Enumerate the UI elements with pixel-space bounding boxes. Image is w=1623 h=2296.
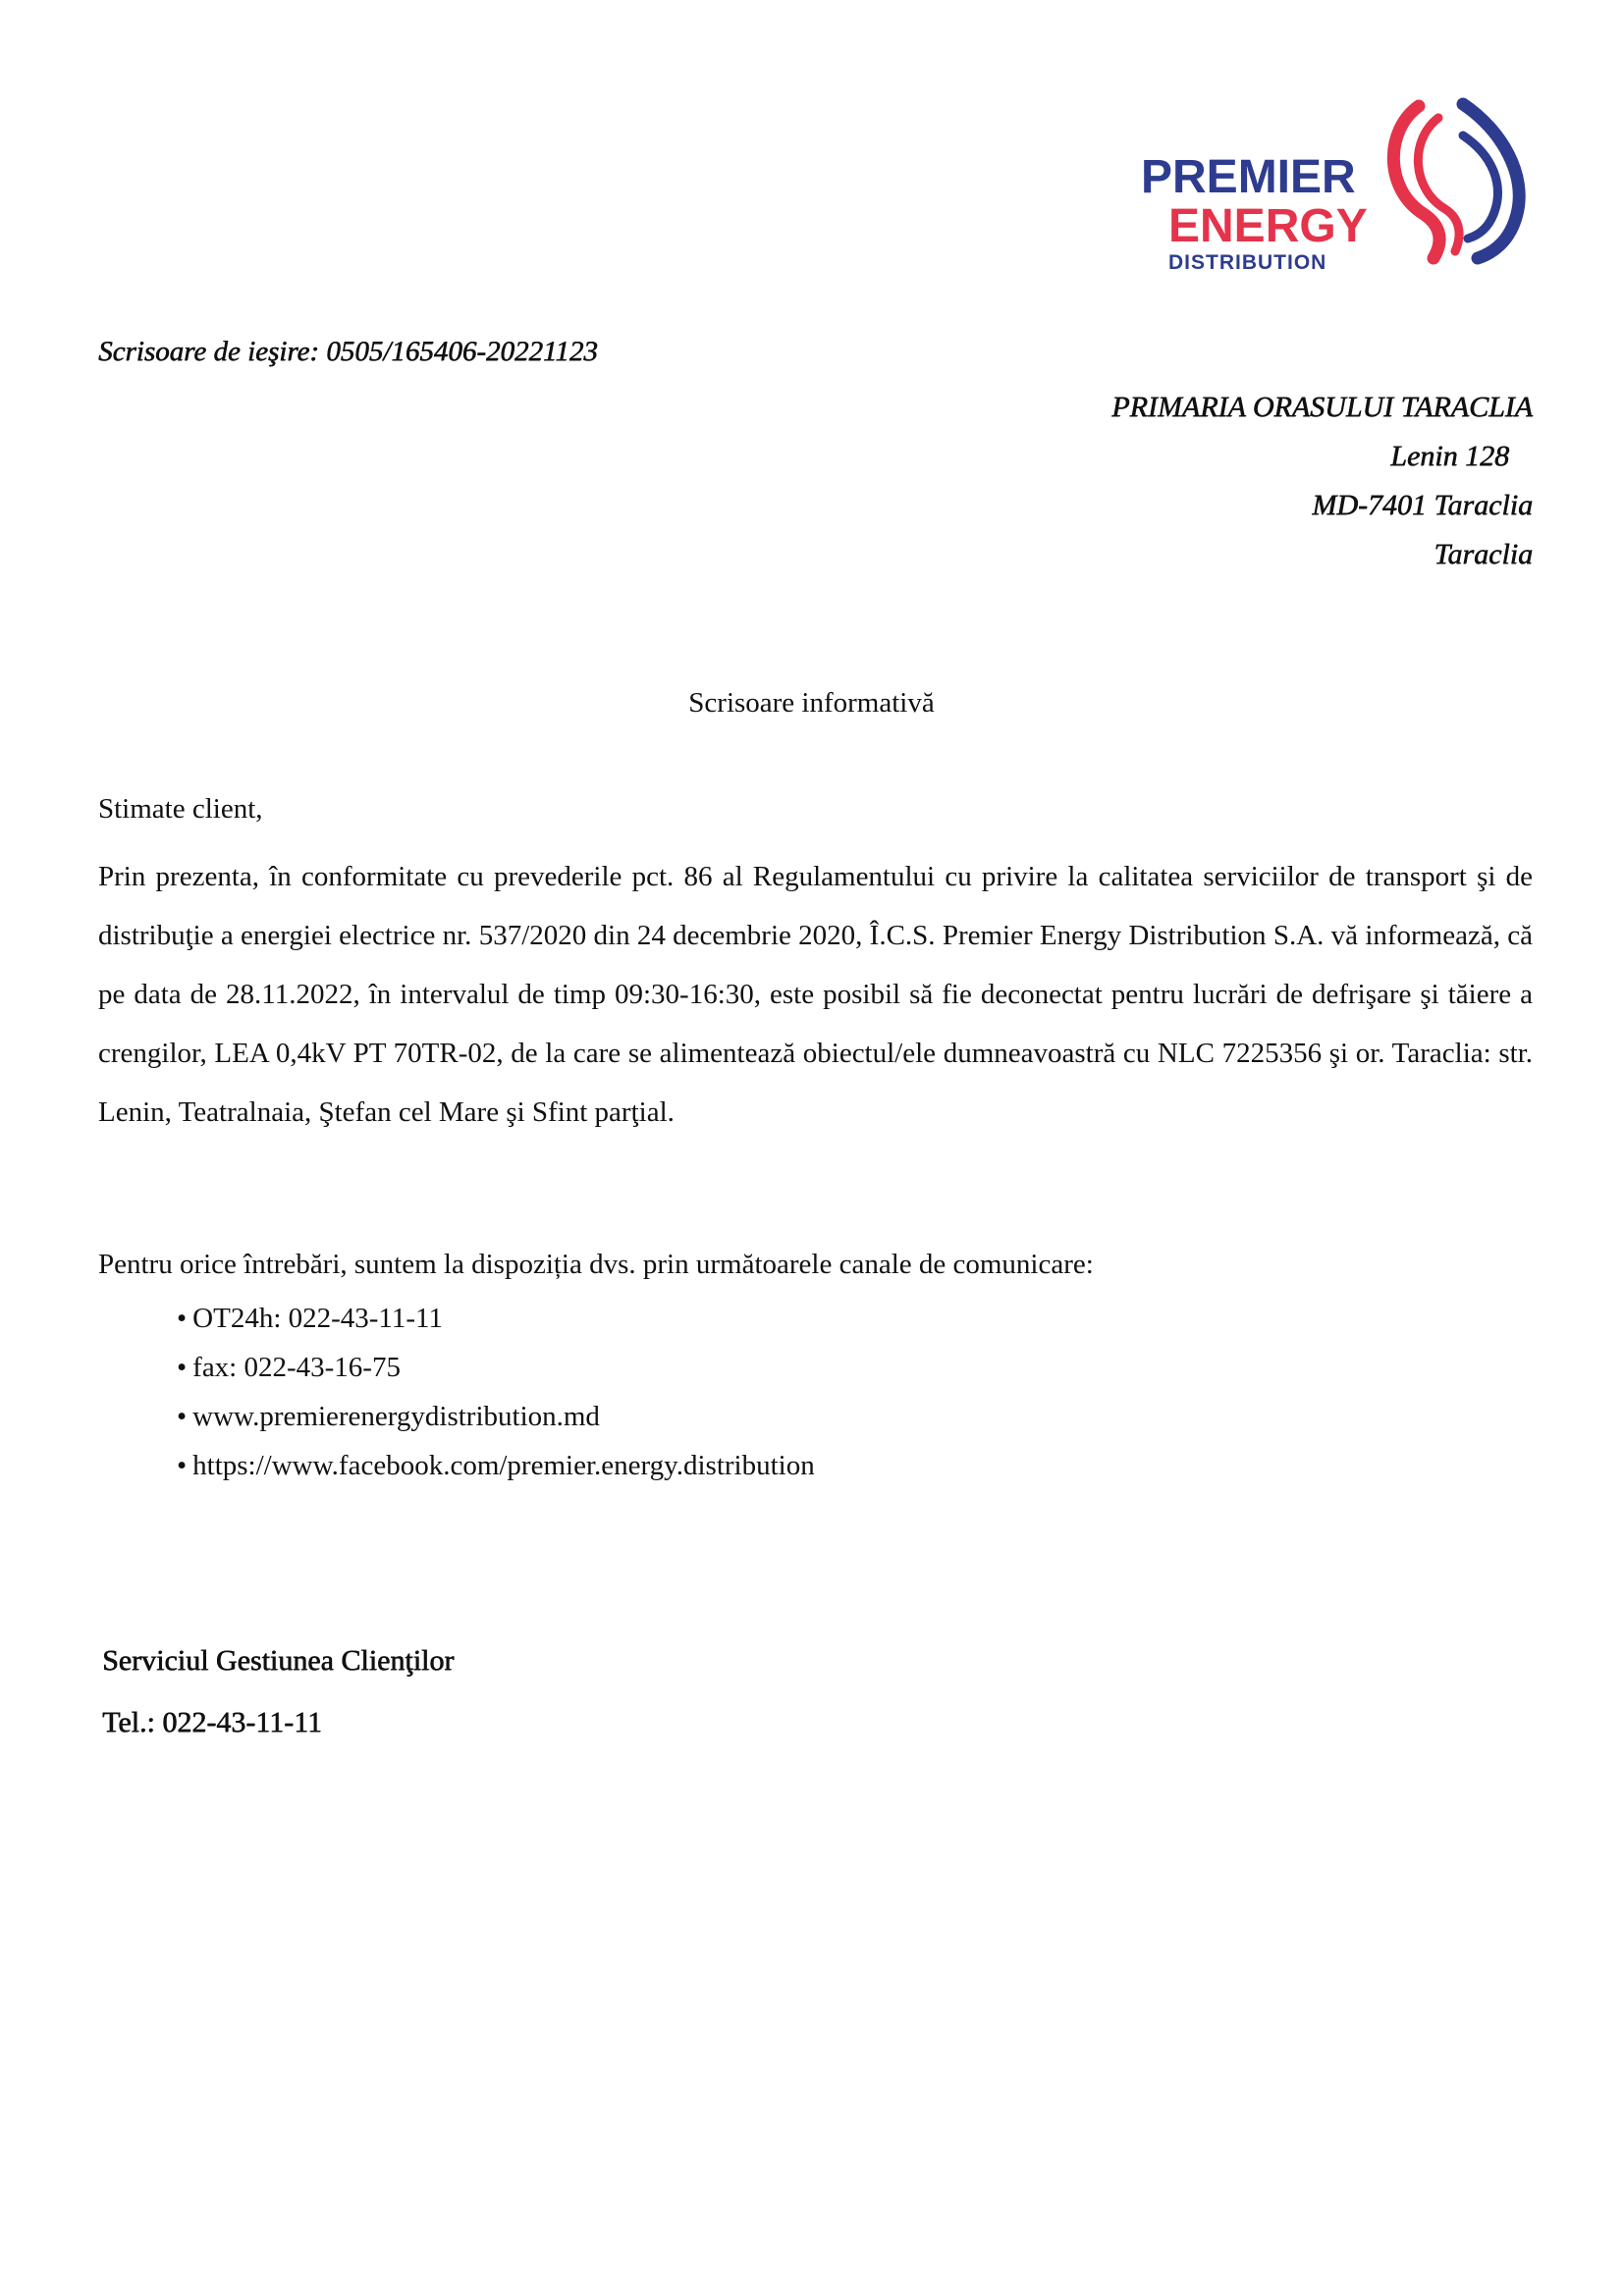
signature-block — [102, 1629, 454, 1753]
logo-text-distribution: DISTRIBUTION — [1168, 251, 1327, 274]
contact-item-fax: • fax: 022-43-16-75 — [177, 1343, 815, 1392]
recipient-address — [1111, 383, 1533, 579]
body-paragraph: Prin prezenta, în conformitate cu prevederile pct. 86 al Regulamentului cu privire la calitatea serviciilor de transport şi de distribuţie a energiei electrice nr. 537/2020 din 24 decembrie 2020, Î.C.S. Premier Energy Distribution S.A. vă informează, că pe data de 28.11.2022, în intervalul de timp 09:30-16:30, este posibil să fie deconectat pentru lucrări de defrişare şi tăiere a crengilor, LEA 0,4kV PT 70TR-02, de la care se alimentează obiectul/ele dumneavoastră cu NLC 7225356 şi or. Taraclia: str. Lenin, Teatralnaia, Ştefan cel Mare şi Sfint parţial. — [98, 861, 1533, 1128]
document-title: Scrisoare informativă — [688, 687, 935, 719]
logo-text-premier: PREMIER — [1141, 151, 1356, 203]
outgoing-letter-reference: Scrisoare de ieşire: 0505/165406-20221123 — [98, 336, 598, 367]
contact-list — [177, 1294, 815, 1490]
recipient-locality: Taraclia — [1434, 538, 1533, 570]
signature-phone: Tel.: 022-43-11-11 — [102, 1706, 322, 1738]
contact-item-facebook: • https://www.facebook.com/premier.energy.distribution — [177, 1441, 815, 1490]
recipient-street: Lenin 128 — [1390, 440, 1509, 472]
contact-item-website: • www.premierenergydistribution.md — [177, 1392, 815, 1441]
recipient-postal: MD-7401 Taraclia — [1312, 489, 1533, 521]
recipient-name: PRIMARIA ORASULUI TARACLIA — [1111, 391, 1533, 423]
greeting: Stimate client, — [98, 793, 263, 825]
contact-intro: Pentru orice întrebări, suntem la dispoziția dvs. prin următoarele canale de comunicare: — [98, 1249, 1094, 1280]
contact-item-hotline: • OT24h: 022-43-11-11 — [177, 1294, 815, 1343]
logo-swoosh-icon — [1393, 104, 1519, 258]
company-logo — [1139, 96, 1542, 283]
signature-department: Serviciul Gestiunea Clienţilor — [102, 1644, 455, 1677]
logo-text-energy: ENERGY — [1168, 200, 1368, 252]
